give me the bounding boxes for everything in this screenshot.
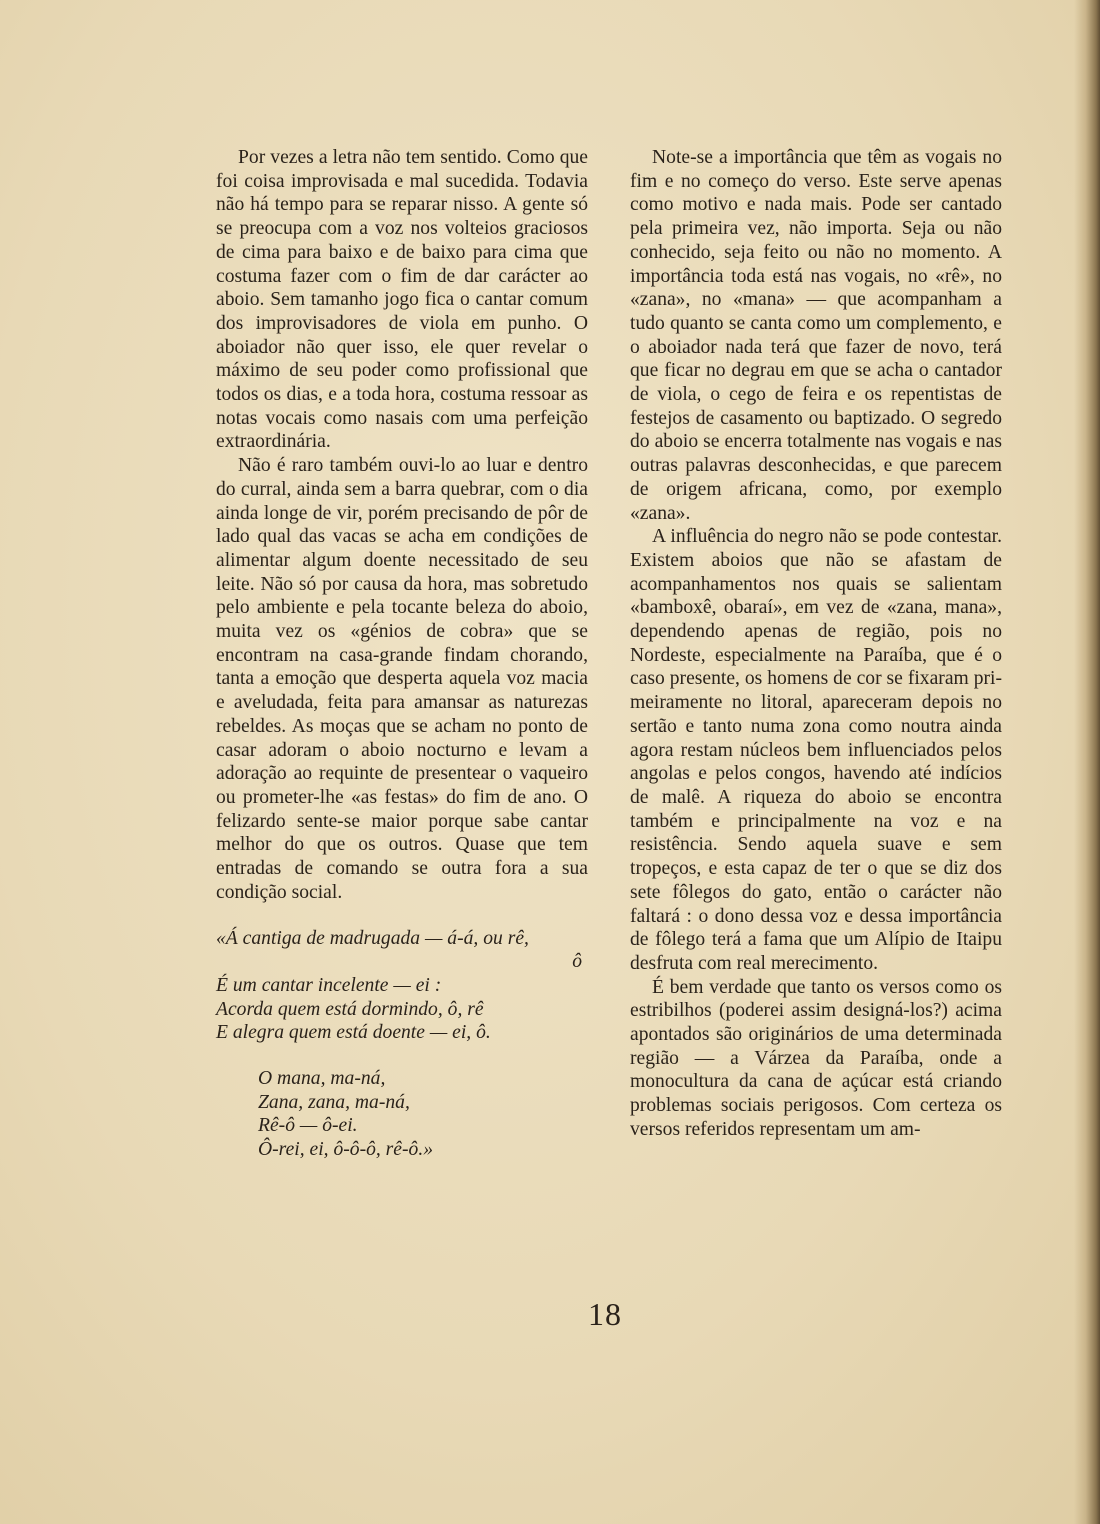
verse-line: É um cantar incelente — ei :: [216, 974, 442, 996]
paragraph: Não é raro também ouvi-lo ao luar e dentro do curral, ainda sem a barra quebrar, com o dia ainda longe de vir, porém precisando de pôr de lado qual das vacas se acha em condições de alimentar algum doente necessitado de seu leite. Não só por causa da hora, mas sobretudo pelo ambiente e pela tocante beleza do aboio, muita vez os «génios de cobra» que se encontram na casa-grande findam chorando, tanta a emoção que desperta aquela voz macia e aveludada, feita para amansar as naturezas rebeldes. As moças que se acham no ponto de casar adoram o aboio nocturno e levam a adoração ao requinte de presentear o vaqueiro ou prometer-lhe «as festas» do fim de ano. O felizardo sente-se maior porque sabe cantar melhor do que os outros. Quase que tem entradas de comando se outra fora a sua condição social.: [216, 455, 588, 903]
left-column: [216, 146, 588, 1162]
paragraph: É bem verdade que tanto os versos como os estribilhos (poderei assim designá-los?) acima apontados são originários de uma determinada região — a Várzea da Paraíba, onde a monocultura da cana de açúcar está criando problemas sociais perigosos. Com certeza os versos referidos representam um am-: [630, 976, 1002, 1140]
verse-line-continuation: ô: [572, 951, 582, 973]
verse-line: Acorda quem está dormindo, ô, rê: [216, 998, 484, 1020]
refrain-line: O mana, ma-ná,: [258, 1068, 386, 1090]
paragraph: A influência do negro não se pode contestar. Existem aboios que não se afastam de acompanhamentos nos quais se salientam «bamboxê, obaraí», em vez de «zana, mana», dependendo apenas de região, pois no Nordeste, especialmente na Paraíba, que é o caso presente, os homens de cor se fixaram primeiramente no litoral, apareceram depois no sertão e tanto numa zona como noutra ainda agora restam núcleos bem influenciados pelos angolas e pelos congos, havendo até indícios de malê. A riqueza do aboio se encontra também e principalmente na voz e na resistência. Sendo aquela suave e sem tropeços, e esta capaz de ter o que se diz dos sete fôlegos do gato, então o carácter não faltará : o dono dessa voz e dessa importância de fôlego terá a fama que um Alípio de Itaipu desfruta com real merecimento.: [630, 526, 1002, 974]
refrain-line: Ô-rei, ei, ô-ô-ô, rê-ô.»: [258, 1139, 434, 1161]
verse-line: «Á cantiga de madrugada — á-á, ou rê,: [216, 927, 529, 949]
refrain-line: Zana, zana, ma-ná,: [258, 1091, 410, 1113]
refrain-block: [216, 1067, 588, 1162]
paragraph: Note-se a importância que têm as vogais no fim e no começo do verso. Este serve apenas como motivo e nada mais. Pode ser cantado pela primeira vez, não importa. Seja ou não conhecido, seja feito ou não no momento. A importância toda está nas vogais, no «rê», no «zana», no «mana» — que acompanham a tudo quanto se canta como um complemento, e o aboiador nada terá que fazer de novo, terá que ficar no degrau em que se acha o cantador de viola, o cego de feira e os repentistas de festejos de casamento ou baptizado. O segredo do aboio se encerra totalmente nas vogais e nas outras palavras desconhecidas, e que parecem de origem africana, como, por exemplo «zana».: [630, 147, 1002, 524]
refrain-line: Rê-ô — ô-ei.: [258, 1115, 358, 1137]
verse-line: E alegra quem está doente — ei, ô.: [216, 1022, 491, 1044]
paragraph: Por vezes a letra não tem sentido. Como que foi coisa improvisada e mal sucedida. Todavia não há tempo para se reparar nisso. A gente só se preocupa com a voz nos volteios graciosos de cima para baixo e de baixo para cima que costuma fazer com o fim de dar carácter ao aboio. Sem tamanho jogo fica o cantar comum dos improvisadores de viola em punho. O aboiador não quer isso, ele quer revelar o máximo de seu poder como profissional que todos os dias, e a toda hora, costuma ressoar as notas vocais como nasais com uma perfeição extraordinária.: [216, 147, 588, 453]
page-number: 18: [588, 1296, 622, 1332]
right-column: [630, 146, 1002, 1142]
verse-block: [216, 927, 588, 1162]
